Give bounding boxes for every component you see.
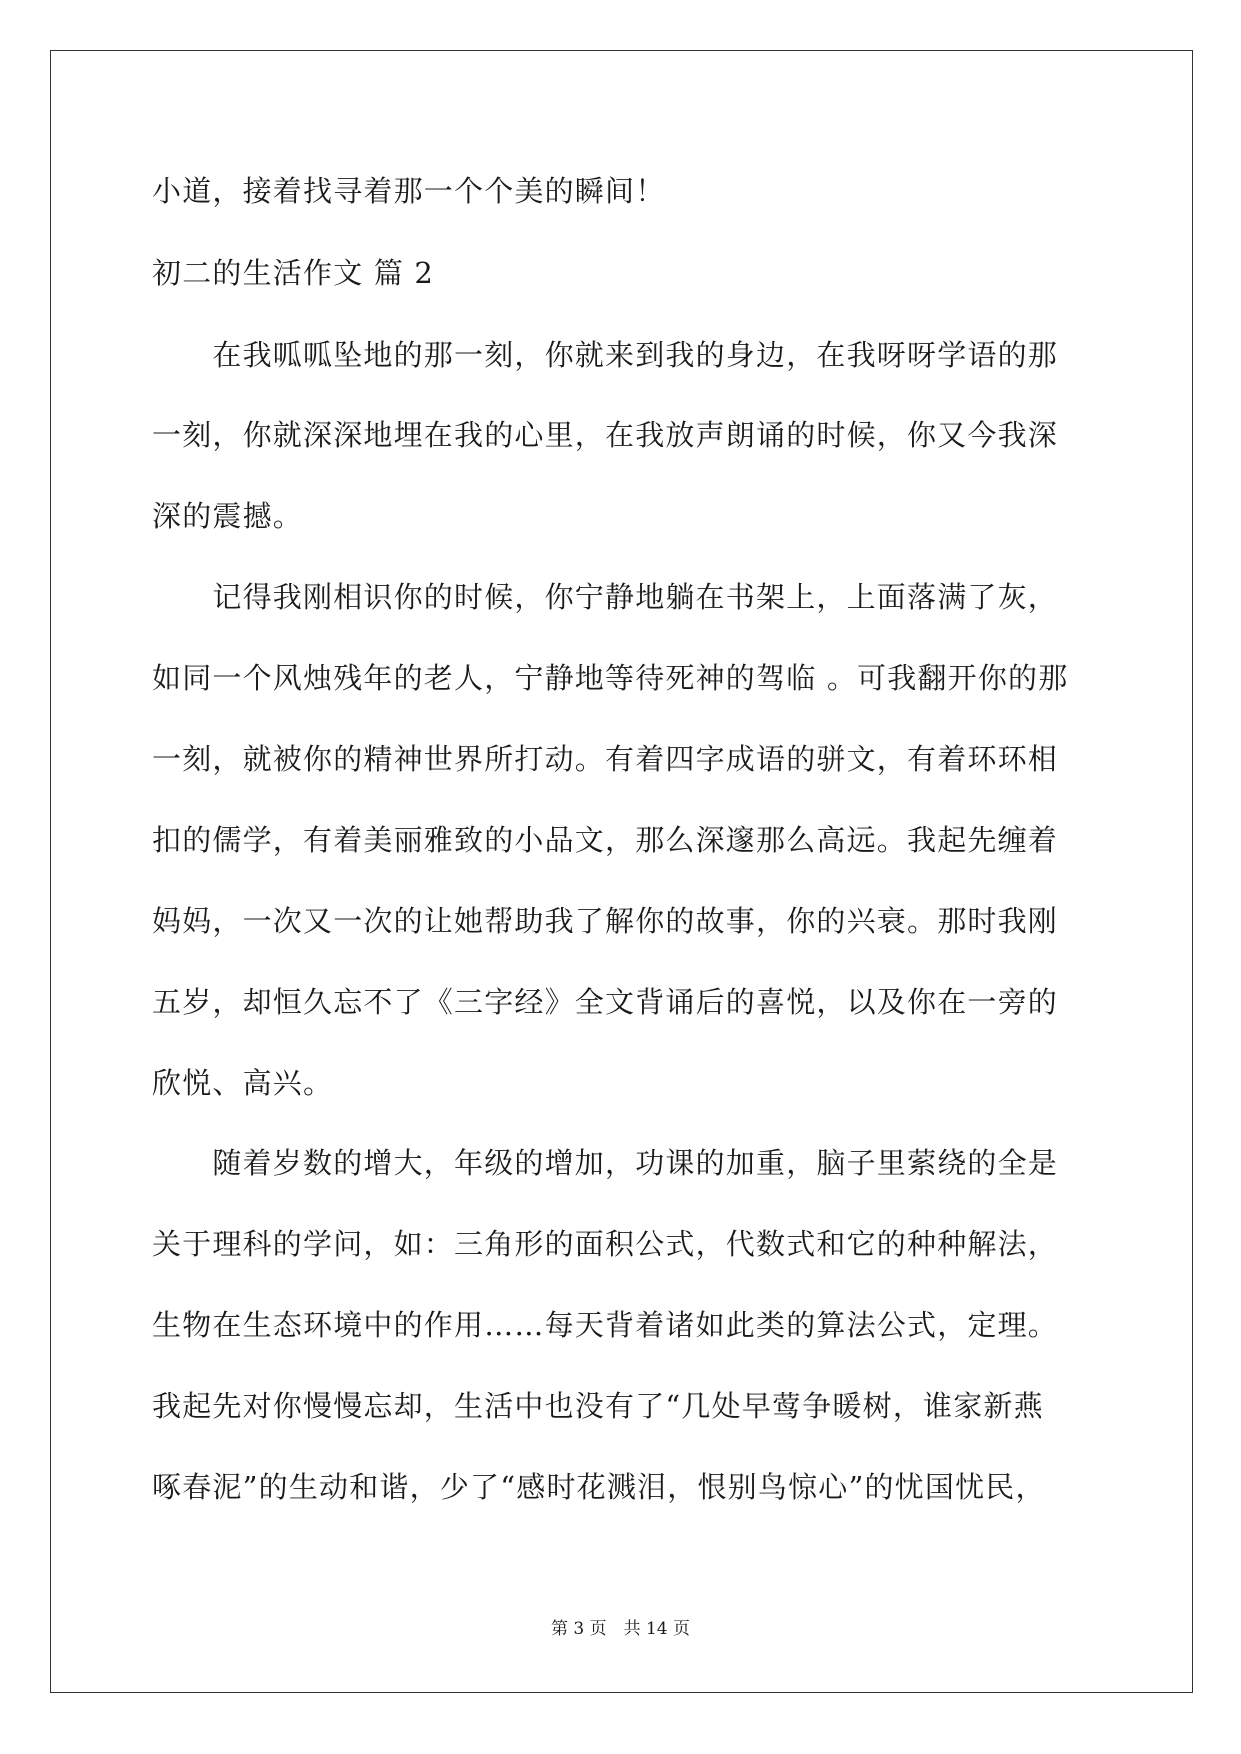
- text-line: 五岁，却恒久忘不了《三字经》全文背诵后的喜悦，以及你在一旁的: [152, 985, 1059, 1019]
- text-line: 如同一个风烛残年的老人，宁静地等待死神的驾临 。可我翻开你的那: [152, 661, 1069, 695]
- text-line: 啄春泥”的生动和谐，少了“感时花溅泪，恨别鸟惊心”的忧国忧民，: [152, 1470, 1046, 1504]
- text-line: 深的震撼。: [152, 499, 304, 533]
- text-line: 记得我刚相识你的时候，你宁静地躺在书架上，上面落满了灰，: [152, 580, 1059, 614]
- text-line: 小道，接着找寻着那一个个美的瞬间！: [152, 174, 666, 208]
- text-line: 欣悦、高兴。: [152, 1066, 334, 1100]
- text-line: 妈妈，一次又一次的让她帮助我了解你的故事，你的兴衰。那时我刚: [152, 904, 1059, 938]
- section-heading: 初二的生活作文 篇 2: [152, 256, 435, 290]
- page-number: 第 3 页 共 14 页: [550, 1619, 691, 1639]
- text-line: 一刻，就被你的精神世界所打动。有着四字成语的骈文，有着环环相: [152, 742, 1059, 776]
- text-line: 生物在生态环境中的作用……每天背着诸如此类的算法公式，定理。: [152, 1308, 1059, 1342]
- page-border: [50, 50, 1193, 1693]
- text-line: 关于理科的学问，如：三角形的面积公式，代数式和它的种种解法，: [152, 1227, 1059, 1261]
- text-line: 一刻，你就深深地埋在我的心里，在我放声朗诵的时候，你又今我深: [152, 418, 1059, 452]
- text-line: 随着岁数的增大，年级的增加，功课的加重，脑子里萦绕的全是: [152, 1146, 1059, 1180]
- text-line: 扣的儒学，有着美丽雅致的小品文，那么深邃那么高远。我起先缠着: [152, 823, 1059, 857]
- text-line: 我起先对你慢慢忘却，生活中也没有了“几处早莺争暖树，谁家新燕: [152, 1389, 1044, 1423]
- text-line: 在我呱呱坠地的那一刻，你就来到我的身边，在我呀呀学语的那: [152, 338, 1059, 372]
